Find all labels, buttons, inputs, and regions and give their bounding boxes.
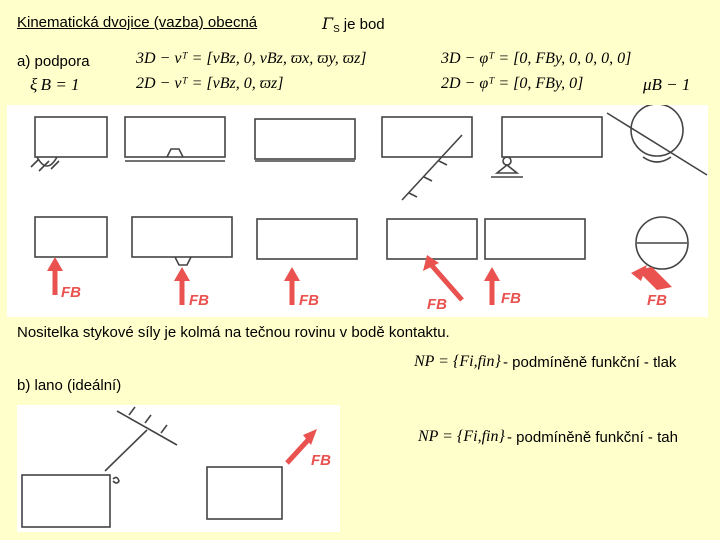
velocity-3d-equation: 3D − vᵀ = [vBz, 0, vBz, ϖx, ϖy, ϖz] xyxy=(136,50,367,67)
section-b-label: b) lano (ideální) xyxy=(17,377,122,394)
section-a-label: a) podpora xyxy=(17,53,90,70)
support-sketch-panel xyxy=(7,105,708,317)
sketch-bottom-6 xyxy=(631,217,688,309)
sketch-bottom-4 xyxy=(387,219,477,313)
sketch-bottom-3 xyxy=(257,219,357,309)
rope-sketch-1 xyxy=(22,407,177,527)
sketch-top-1 xyxy=(31,117,107,171)
force-label: FB xyxy=(299,292,319,309)
force-label: FB xyxy=(647,292,667,309)
np-formula-tah: NP = {Fi,fin} xyxy=(418,428,505,445)
sketch-bottom-1 xyxy=(35,217,107,301)
contact-force-statement: Nositelka stykové síly je kolmá na tečnou rovinu v bodě kontaktu. xyxy=(17,324,450,341)
rope-sketch-panel xyxy=(17,405,340,532)
xi-equation: ξ B = 1 xyxy=(30,75,80,94)
force-3d-equation: 3D − φᵀ = [0, FBy, 0, 0, 0, 0] xyxy=(441,50,632,67)
page-title: Kinematická dvojice (vazba) obecná xyxy=(17,14,258,31)
sketch-top-2 xyxy=(125,117,225,161)
condition-tlak-text: - podmíněně funkční - tlak xyxy=(503,354,677,371)
force-label: FB xyxy=(427,296,447,313)
sketch-bottom-2 xyxy=(132,217,232,309)
rope-sketch-2 xyxy=(207,429,331,519)
force-label: FB xyxy=(61,284,81,301)
np-formula-tlak: NP = {Fi,fin} xyxy=(414,353,501,370)
force-label: FB xyxy=(501,290,521,307)
gamma-symbol: Γ xyxy=(322,14,334,33)
sketch-top-4 xyxy=(382,117,472,200)
sketch-top-5 xyxy=(491,117,602,177)
gamma-text: je bod xyxy=(343,16,385,33)
velocity-2d-equation: 2D − vᵀ = [vBz, 0, ϖz] xyxy=(136,75,284,92)
gamma-statement xyxy=(322,14,385,35)
force-2d-equation: 2D − φᵀ = [0, FBy, 0] xyxy=(441,75,584,92)
sketch-top-6 xyxy=(607,105,707,175)
condition-tah-text: - podmíněně funkční - tah xyxy=(507,429,678,446)
force-label: FB xyxy=(189,292,209,309)
sketch-bottom-5 xyxy=(484,219,585,307)
force-label: FB xyxy=(311,452,331,469)
sketch-top-3 xyxy=(255,119,355,161)
gamma-subscript: S xyxy=(333,24,340,35)
mu-equation: μB − 1 xyxy=(643,75,691,94)
